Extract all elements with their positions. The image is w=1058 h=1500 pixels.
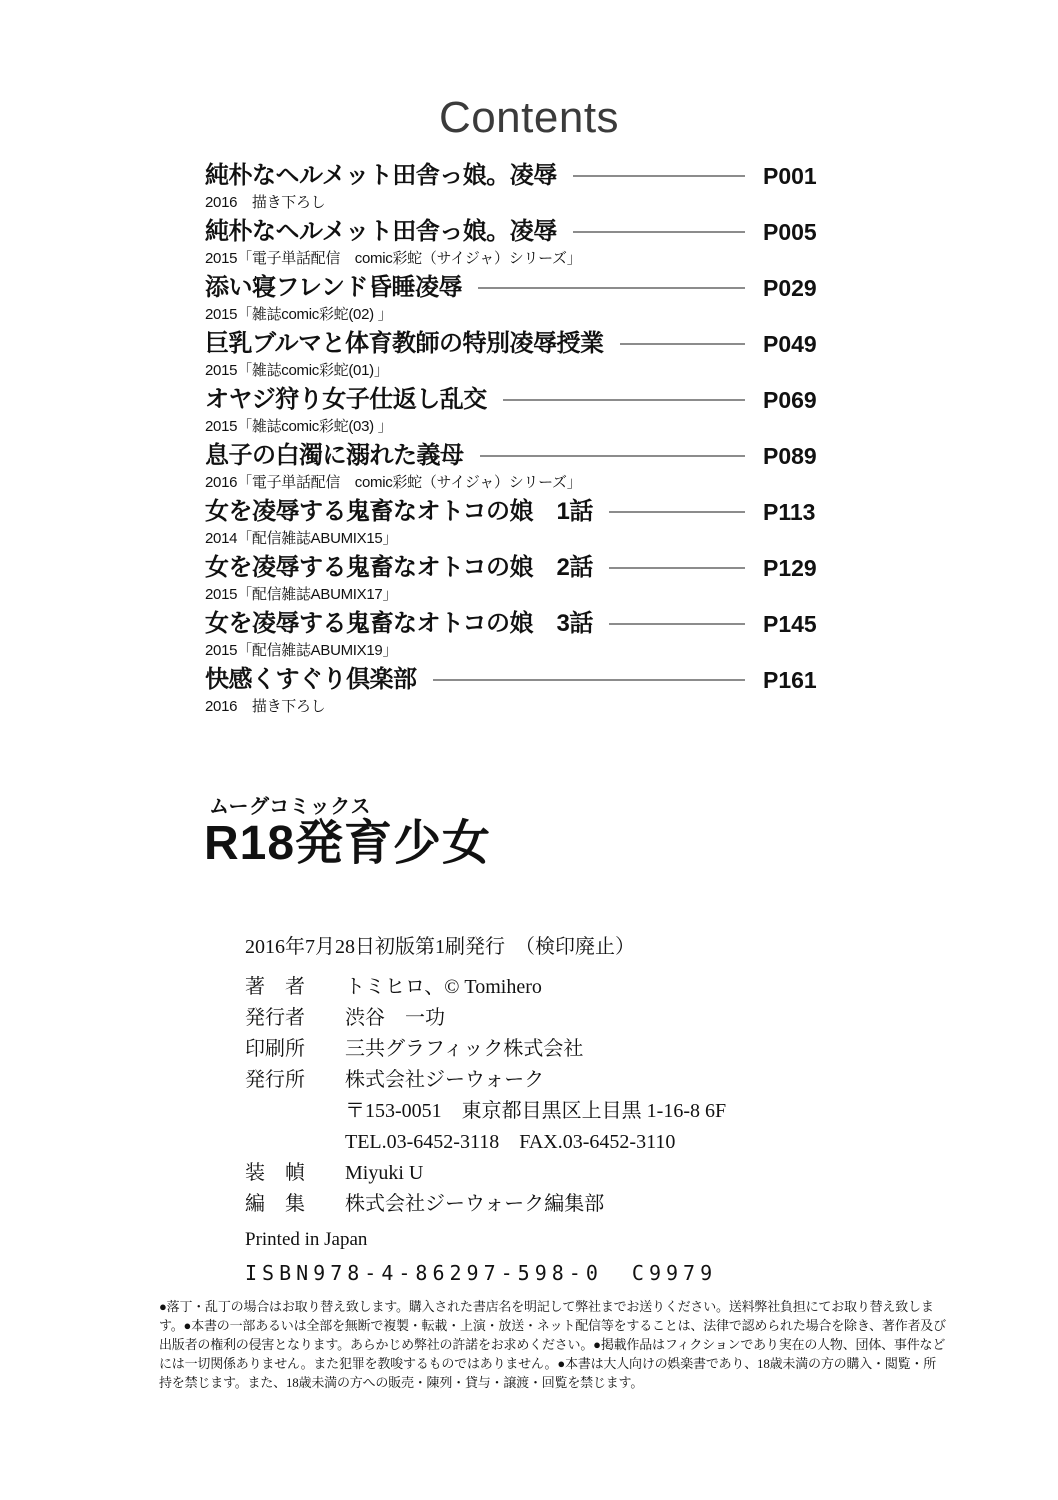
colophon-row-publishing-house (245, 1065, 726, 1096)
toc-entry-title: オヤジ狩り女子仕返し乱交 (205, 386, 487, 413)
colophon (245, 936, 726, 1285)
legal-notice-line: 持を禁じます。また、18歳未満の方への販売・陳列・貸与・譲渡・回覧を禁じます。 (159, 1375, 644, 1390)
toc-entry-title: 快感くすぐり倶楽部 (205, 666, 417, 693)
table-of-contents (205, 161, 819, 721)
colophon-row-binding-design (245, 1158, 726, 1189)
toc-entry-head (205, 441, 819, 471)
toc-entry-title: 添い寝フレンド昏睡凌辱 (205, 274, 462, 301)
toc-entry (205, 665, 819, 721)
toc-entry-note: 2015「電子単話配信 comic彩蛇（サイジャ）シリーズ」 (205, 250, 582, 267)
toc-entry-title: 女を凌辱する鬼畜なオトコの娘 3話 (205, 610, 593, 637)
legal-notice-line: 出版者の権利の侵害となります。あらかじめ弊社の許諾をお求めください。●掲載作品はフィクションであり実在の人物、団体、事件など (159, 1337, 946, 1352)
colophon-label: 発行者 (245, 1007, 305, 1029)
toc-page-number: P005 (763, 219, 817, 245)
colophon-value: トミヒロ、© Tomihero (345, 976, 542, 998)
toc-entry (205, 273, 819, 329)
colophon-row-publisher-person (245, 1003, 726, 1034)
colophon-value: Miyuki U (345, 1162, 424, 1184)
toc-leader-line (573, 175, 745, 177)
toc-entry-head (205, 273, 819, 303)
toc-entry (205, 497, 819, 553)
toc-entry (205, 441, 819, 497)
colophon-value: 三共グラフィック株式会社 (345, 1038, 584, 1060)
toc-entry-head (205, 329, 819, 359)
toc-entry-head (205, 217, 819, 247)
book-title: R18発育少女 (204, 817, 492, 870)
toc-entry (205, 217, 819, 273)
printed-in-japan: Printed in Japan (245, 1229, 368, 1250)
legal-notice-line: す。●本書の一部あるいは全部を無断で複製・転載・上演・放送・ネット配信等をすることは、法律で認められた場合を除き、著作者及び (159, 1318, 946, 1333)
colophon-row-editing (245, 1189, 726, 1220)
publisher-phone-fax: TEL.03-6452-3118 FAX.03-6452-3110 (345, 1131, 676, 1153)
toc-page-number: P069 (763, 387, 817, 413)
toc-entry-title: 純朴なヘルメット田舎っ娘。凌辱 (205, 162, 557, 189)
colophon-label: 装 幀 (245, 1162, 305, 1184)
toc-leader-line (478, 287, 745, 289)
toc-leader-line (620, 343, 745, 345)
toc-entry (205, 329, 819, 385)
toc-entry-head (205, 553, 819, 583)
toc-page-number: P129 (763, 555, 817, 581)
colophon-label: 編 集 (245, 1193, 305, 1215)
toc-entry-note: 2015「配信雑誌ABUMIX19」 (205, 642, 398, 659)
colophon-label: 著 者 (245, 976, 305, 998)
colophon-label: 発行所 (245, 1069, 305, 1091)
toc-page-number: P049 (763, 331, 817, 357)
toc-entry-note: 2015「雑誌comic彩蛇(02) 」 (205, 306, 393, 323)
publisher-address: 〒153-0051 東京都目黒区上目黒 1-16-8 6F (345, 1100, 727, 1122)
toc-entry-head (205, 497, 819, 527)
toc-entry-note: 2016 描き下ろし (205, 194, 326, 211)
colophon-label: 印刷所 (245, 1038, 305, 1060)
toc-page-number: P089 (763, 443, 817, 469)
colophon-value: 株式会社ジーウォーク (345, 1069, 545, 1091)
toc-entry-head (205, 385, 819, 415)
toc-entry-note: 2014「配信雑誌ABUMIX15」 (205, 530, 398, 547)
toc-entry-note: 2016「電子単話配信 comic彩蛇（サイジャ）シリーズ」 (205, 474, 582, 491)
toc-entry (205, 385, 819, 441)
toc-entry-note: 2015「配信雑誌ABUMIX17」 (205, 586, 398, 603)
toc-entry-head (205, 161, 819, 191)
toc-leader-line (609, 623, 745, 625)
toc-leader-line (503, 399, 745, 401)
toc-entry (205, 609, 819, 665)
toc-entry-head (205, 609, 819, 639)
toc-page-number: P145 (763, 611, 817, 637)
page-title: Contents (438, 93, 620, 142)
toc-entry-title: 息子の白濁に溺れた義母 (205, 442, 464, 469)
colophon-row-author (245, 972, 726, 1003)
toc-entry (205, 161, 819, 217)
legal-notice-line: ●落丁・乱丁の場合はお取り替え致します。購入された書店名を明記して弊社までお送りください。送料弊社負担にてお取り替え致しま (159, 1299, 934, 1314)
toc-leader-line (609, 567, 745, 569)
edition-line: 2016年7月28日初版第1刷発行 （検印廃止） (245, 936, 635, 958)
toc-entry-note: 2015「雑誌comic彩蛇(03) 」 (205, 418, 393, 435)
toc-entry-title: 純朴なヘルメット田舎っ娘。凌辱 (205, 218, 557, 245)
imprint-label: ムーグコミックス (209, 796, 371, 818)
toc-page-number: P113 (763, 499, 816, 525)
toc-entry-title: 女を凌辱する鬼畜なオトコの娘 1話 (205, 498, 593, 525)
toc-leader-line (433, 679, 746, 681)
toc-entry-title: 女を凌辱する鬼畜なオトコの娘 2話 (205, 554, 593, 581)
toc-page-number: P161 (763, 667, 817, 693)
toc-entry-note: 2015「雑誌comic彩蛇(01)」 (205, 362, 389, 379)
toc-page-number: P001 (763, 163, 817, 189)
colophon-value: 株式会社ジーウォーク編集部 (345, 1193, 605, 1215)
toc-leader-line (480, 455, 746, 457)
toc-entry-head (205, 665, 819, 695)
colophon-value: 渋谷 一功 (345, 1007, 445, 1029)
legal-notice-line: には一切関係ありません。また犯罪を教唆するものではありません。●本書は大人向けの娯楽書であり、18歳未満の方の購入・閲覧・所 (159, 1356, 937, 1371)
toc-leader-line (609, 511, 745, 513)
isbn-code: ISBN978-4-86297-598-0 C9979 (245, 1261, 718, 1285)
legal-notice (159, 1297, 946, 1392)
toc-entry-title: 巨乳ブルマと体育教師の特別凌辱授業 (205, 330, 604, 357)
toc-leader-line (573, 231, 745, 233)
toc-entry (205, 553, 819, 609)
toc-entry-note: 2016 描き下ろし (205, 698, 326, 715)
toc-page-number: P029 (763, 275, 817, 301)
colophon-row-printer (245, 1034, 726, 1065)
